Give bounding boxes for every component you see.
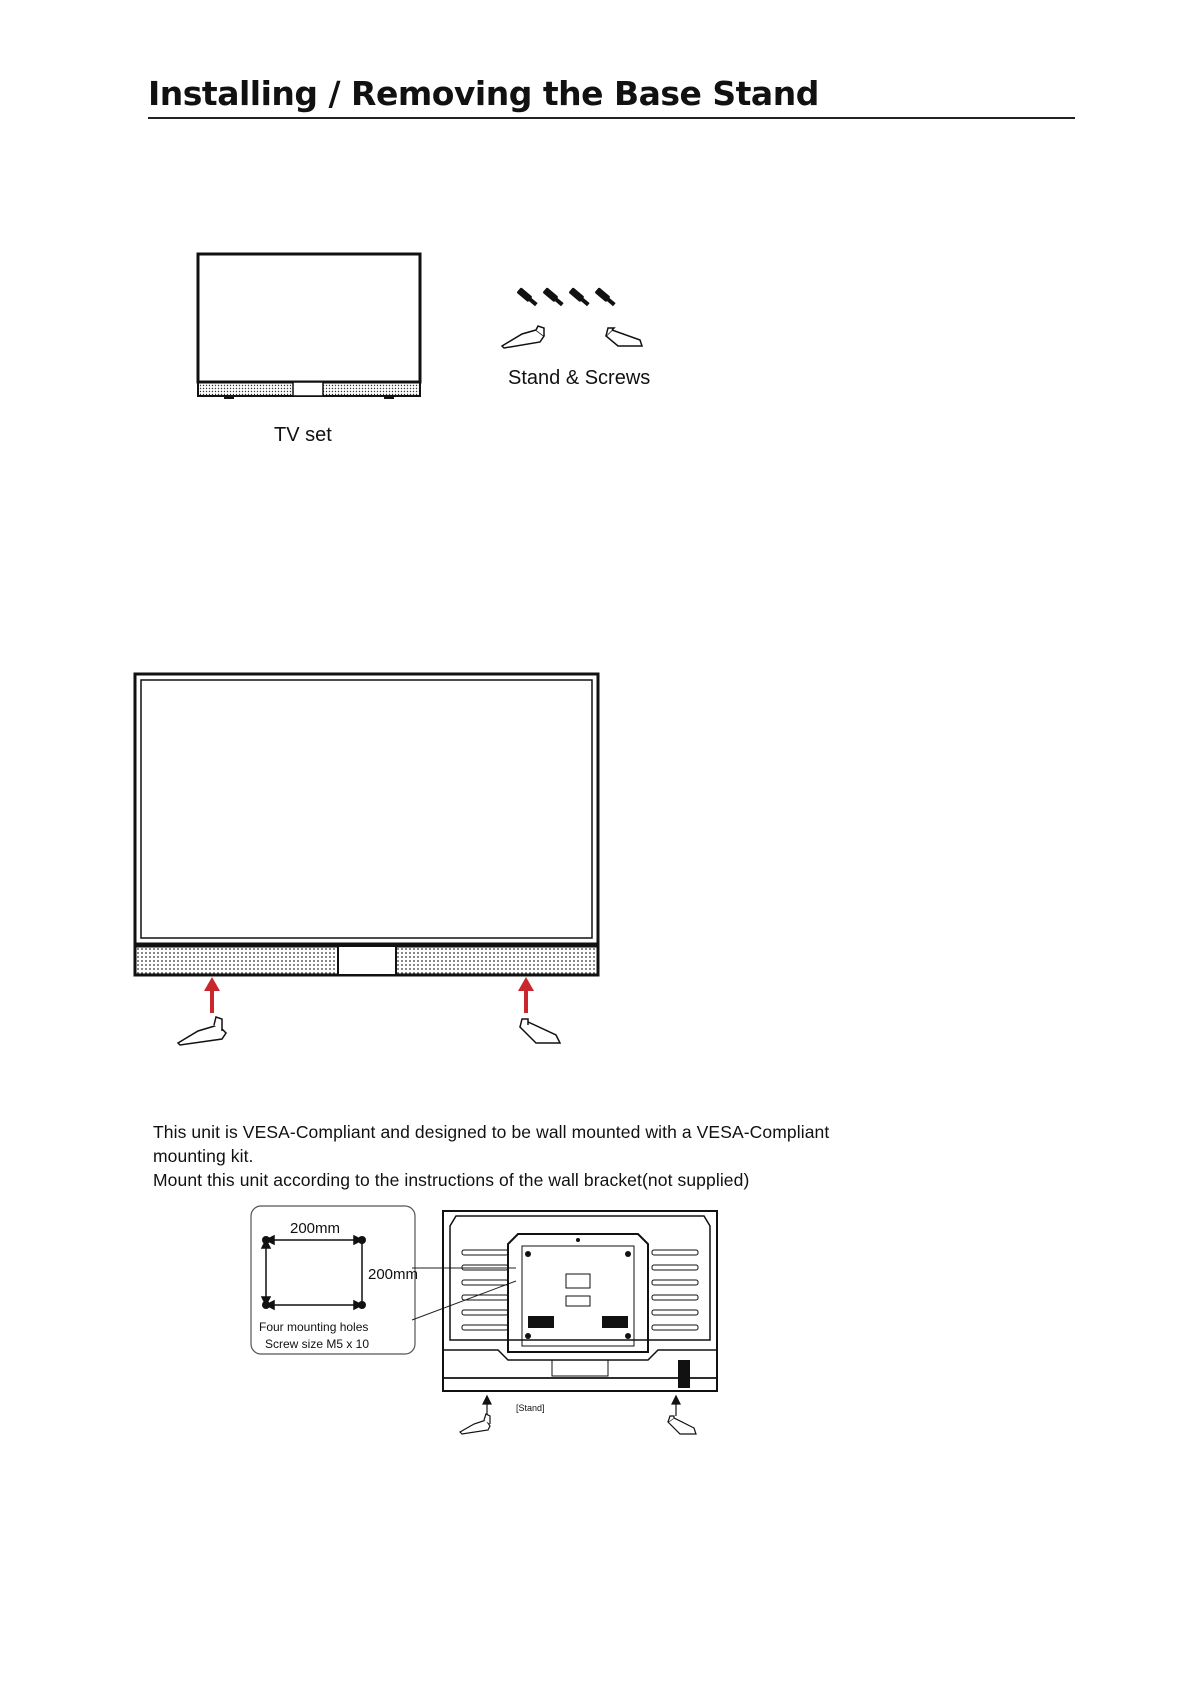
arrow-up-icon (204, 977, 534, 1013)
instruction-line: Mount this unit according to the instructions of the wall bracket(not supplied) (153, 1170, 750, 1190)
arrow-up-icon (483, 1396, 680, 1416)
wall-mount-instructions (153, 1120, 913, 1192)
title-underline (148, 117, 1075, 119)
screw-icon (517, 288, 616, 307)
stand-label: [Stand] (516, 1403, 545, 1413)
tv-set-caption: TV set (274, 424, 332, 446)
horizontal-dimension-label: 200mm (290, 1220, 341, 1237)
stand-foot-icon (502, 326, 642, 348)
instruction-line: mounting kit. (153, 1146, 254, 1166)
installation-illustration (132, 671, 602, 1051)
stand-screws-caption: Stand & Screws (508, 367, 651, 389)
stand-foot-icon (178, 1017, 560, 1045)
tv-back-illustration (442, 1210, 718, 1436)
mounting-holes-note: Four mounting holes (259, 1320, 369, 1334)
page-title: Installing / Removing the Base Stand (148, 74, 819, 113)
tv-set-illustration (196, 252, 422, 402)
screw-size-note: Screw size M5 x 10 (265, 1337, 370, 1351)
stand-foot-icon (460, 1414, 696, 1434)
vertical-dimension-label: 200mm (368, 1266, 419, 1283)
stand-and-screws-illustration (500, 284, 660, 354)
instruction-line: This unit is VESA-Compliant and designed to be wall mounted with a VESA-Compliant (153, 1122, 830, 1142)
